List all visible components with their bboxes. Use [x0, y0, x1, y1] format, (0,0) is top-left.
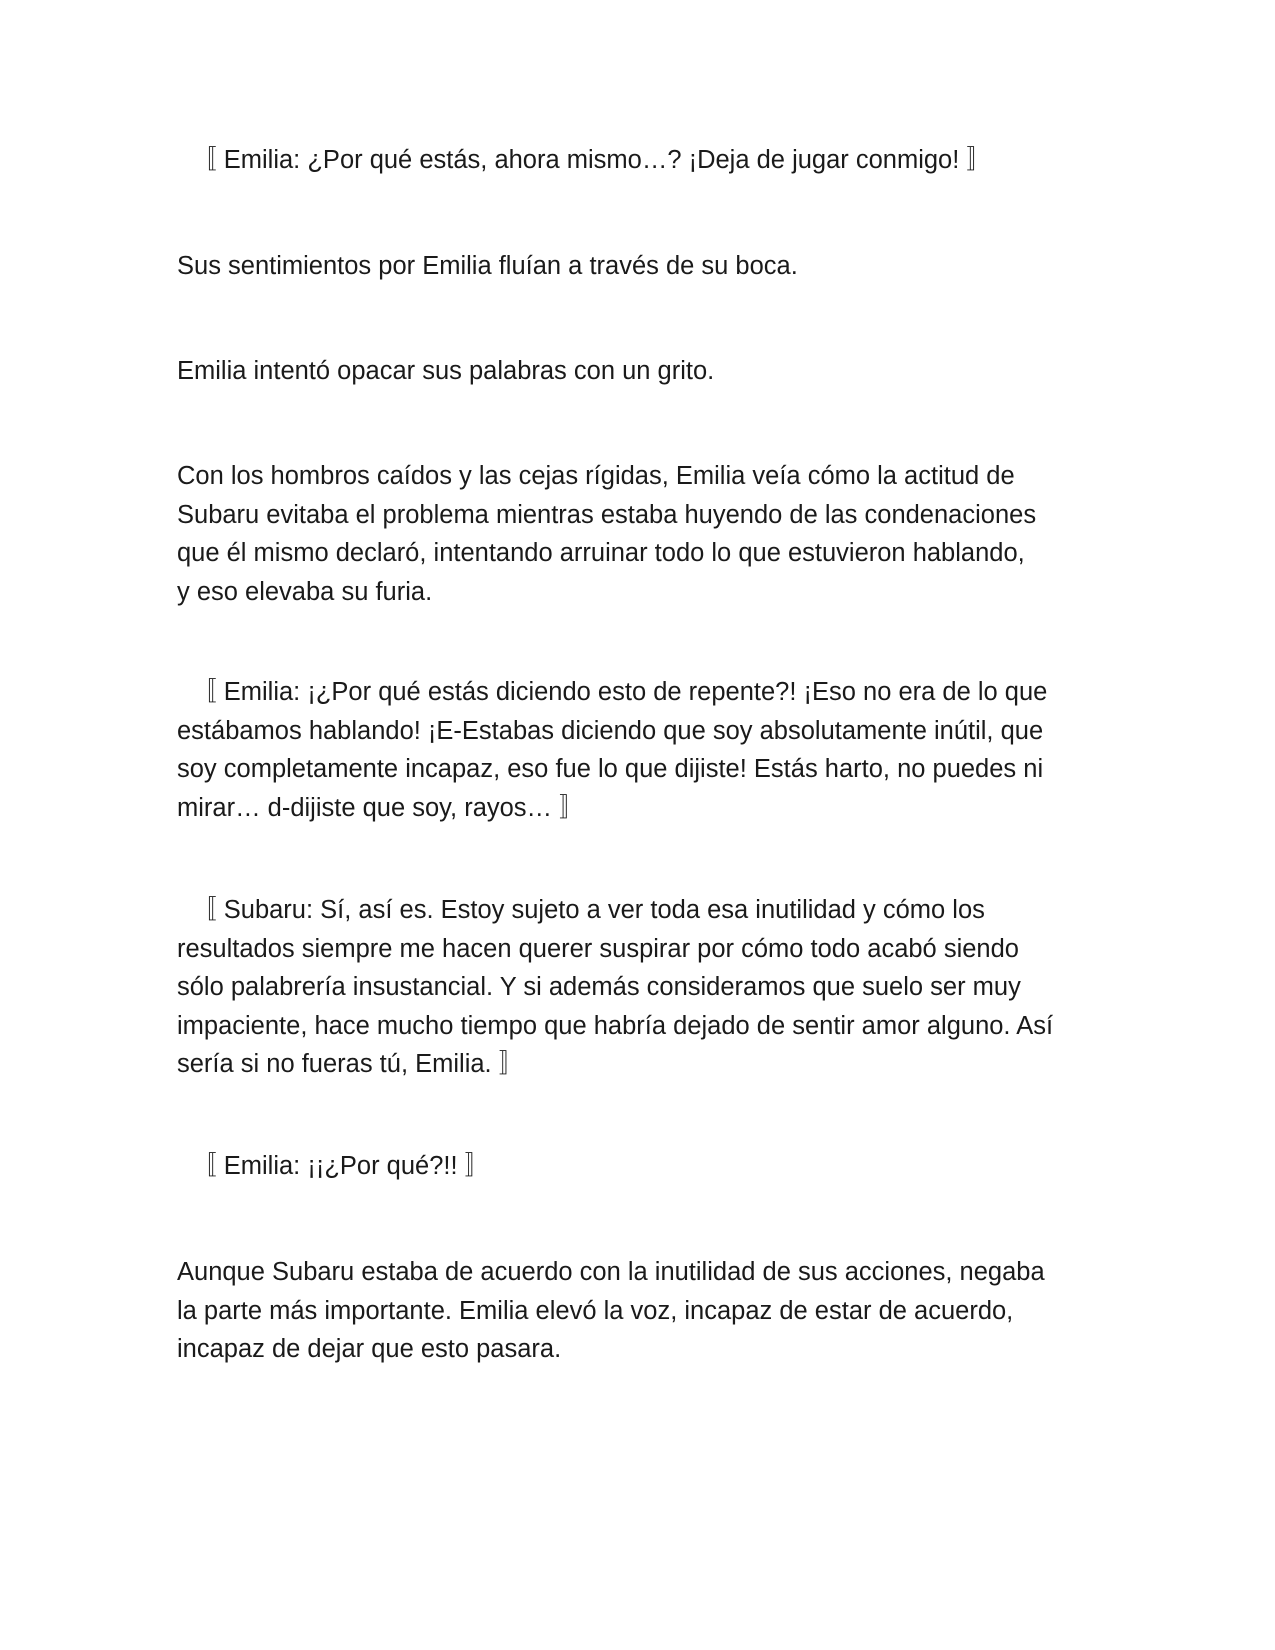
paragraph-narration-1: Sus sentimientos por Emilia fluían a través de su boca. — [177, 252, 798, 280]
paragraph-subaru-dialogue: 〚 Subaru: Sí, así es. Estoy sujeto a ver toda esa inutilidad y cómo los resultados siempre me hacen querer suspirar por cómo todo acabó siendo sólo palabrería insustancial. Y si además consideramos que suelo ser muy impaciente, hace mucho tiempo que habría dejado de sentir amor alguno. Así sería si no fueras tú, Emilia. 〛 — [177, 896, 1054, 1078]
paragraph-emilia-dialogue-3: 〚 Emilia: ¡¡¿Por qué?!! 〛 — [177, 1152, 491, 1180]
paragraph-narration-4: Aunque Subaru estaba de acuerdo con la inutilidad de sus acciones, negaba la parte más importante. Emilia elevó la voz, incapaz de estar de acuerdo, incapaz de dejar que esto pasara. — [177, 1258, 1045, 1363]
paragraph-narration-2: Emilia intentó opacar sus palabras con un grito. — [177, 357, 715, 385]
paragraph-emilia-dialogue-1: 〚 Emilia: ¿Por qué estás, ahora mismo…? ¡Deja de jugar conmigo! 〛 — [177, 146, 992, 174]
paragraph-narration-3: Con los hombros caídos y las cejas rígidas, Emilia veía cómo la actitud de Subaru evitaba el problema mientras estaba huyendo de las condenaciones que él mismo declaró, intentando arruinar todo lo que estuvieron hablando, y eso elevaba su furia. — [177, 462, 1037, 606]
paragraph-emilia-dialogue-2: 〚 Emilia: ¡¿Por qué estás diciendo esto de repente?! ¡Eso no era de lo que estábamos hablando! ¡E-Estabas diciendo que soy absolutamente inútil, que soy completamente incapaz, eso fue lo que dijiste! Estás harto, no puedes ni mirar… d-dijiste que soy, rayos… 〛 — [177, 678, 1048, 822]
